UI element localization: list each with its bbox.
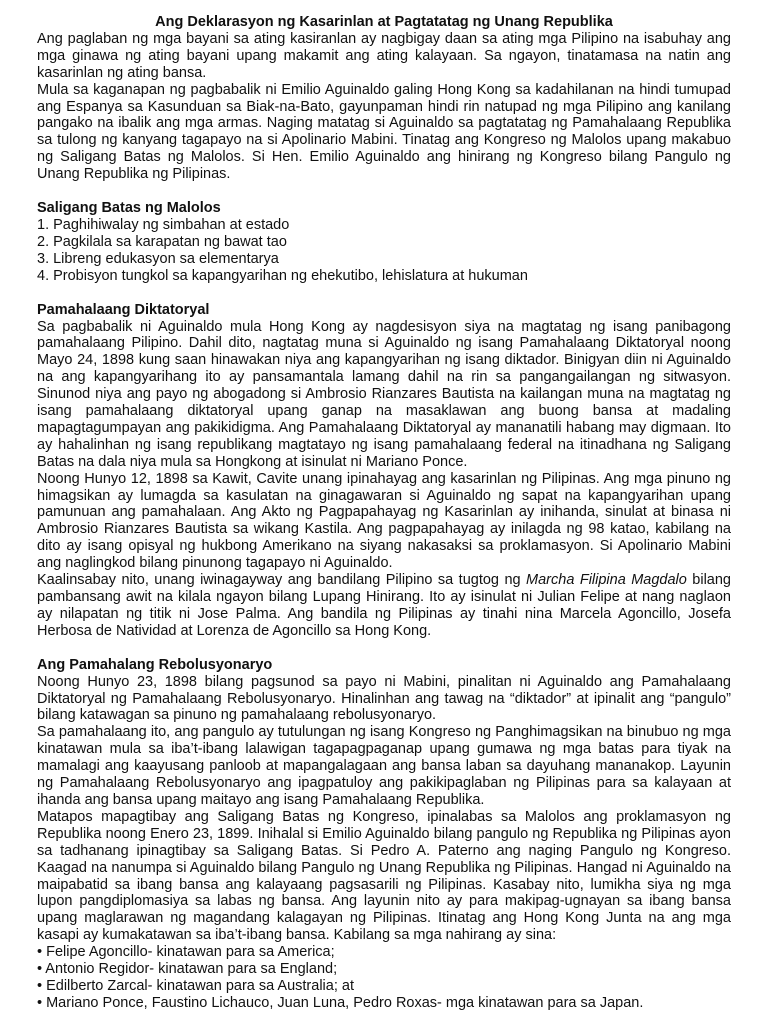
malolos-heading: Saligang Batas ng Malolos (37, 200, 221, 217)
anthem-title: Marcha Filipina Magdalo (526, 572, 687, 589)
list-item: 2. Pagkilala sa karapatan ng bawat tao (37, 233, 287, 250)
malolos-list (37, 217, 731, 285)
envoy-list (37, 944, 731, 1012)
intro-paragraph-1: Ang paglaban ng mga bayani sa ating kasiranlan ay nagbigay daan sa ating mga Pilipino na isabuhay ang mga ginawa ng ating bayani upang makamit ang ating kalayaan. Sa ngayon, tinatamasa na natin ang kasarinlan ng ating bansa. (37, 30, 731, 81)
list-item: • Edilberto Zarcal- kinatawan para sa Australia; at (37, 977, 354, 994)
diktatoryal-heading: Pamahalaang Diktatoryal (37, 301, 210, 318)
list-item: 4. Probisyon tungkol sa kapangyarihan ng ehekutibo, lehislatura at hukuman (37, 267, 528, 284)
rebolusyonaryo-paragraph-1: Noong Hunyo 23, 1898 bilang pagsunod sa payo ni Mabini, pinalitan ni Aguinaldo ang Pamahalaang Diktatoryal ng Pamahalaang Rebolusyonaryo. Hinalinhan ang tawag na “diktador” at ipinalit ang “pangulo” bilang katawagan sa pinuno ng pamahalaang rebolusyonaryo. (37, 673, 731, 724)
diktatoryal-paragraph-1: Sa pagbabalik ni Aguinaldo mula Hong Kong ay nagdesisyon siya na magtatag ng isang panibagong pamahalaang Pilipino. Dahil dito, nagtatag muna si Aguinaldo ng isang Pamahalaang Diktatoryal noong Mayo 24, 1898 kung saan hinawakan niya ang kapangyarihan ng isang diktador. Binigyan diin ni Aguinaldo na ang kapangyarihang ito ay pansamantala lamang dahil na rin sa pangangailangan ng sitwasyon. Sinunod niya ang payo ng abogadong si Ambrosio Rianzares Bautista na kailangan muna na magtatag ng isang pamahalaang diktatoryal upang ganap na masaklawan ang buong bansa at madaling mapagtagumpayan ang pakikidigma. Ang Pamahalaang Diktatoryal ay mananatili habang may digmaan. Ito ay hahalinhan ng isang republikang magtatayo ng isang pamahalaang federal na itinadhana ng Saligang Batas na dala niya mula sa Hongkong at isinulat ni Mariano Ponce. (37, 318, 731, 470)
list-item: • Felipe Agoncillo- kinatawan para sa America; (37, 944, 335, 961)
intro-paragraph-2: Mula sa kaganapan ng pagbabalik ni Emilio Aguinaldo galing Hong Kong sa kadahilanan na hindi tumupad ang Espanya sa Kasunduan sa Biak-na-Bato, gayunpaman hindi rin natupad ng mga Pilipino ang kanilang pangako na ibalik ang mga armas. Naging matatag si Aguinaldo sa pagtatatag ng Pamahalaang Republika sa tulong ng kanyang tagapayo na si Apolinario Mabini. Tinatag ang Kongreso ng Malolos upang makabuo ng Saligang Batas ng Malolos. Si Hen. Emilio Aguinaldo ang hinirang ng Kongreso bilang Pangulo ng Unang Republika ng Pilipinas. (37, 81, 731, 183)
rebolusyonaryo-paragraph-3: Matapos mapagtibay ang Saligang Batas ng Kongreso, ipinalabas sa Malolos ang proklamasyon ng Republika noong Enero 23, 1899. Inihalal si Emilio Aguinaldo bilang pangulo ng Republika ng Pilipinas ayon sa tadhanang ipinagtibay sa Saligang Batas. Si Pedro A. Paterno ang naging Pangulo ng Kongreso. Kaagad na nanumpa si Aguinaldo bilang Pangulo ng Unang Republika ng Pilipinas. Hangad ni Aguinaldo na maipabatid sa ibang bansa ang kalayaang pagsasarili ng Pilipinas. Kasabay nito, lumikha siya ng mga lupon pangdiplomasiya sa labas ng bansa. Ang layunin nito ay para makipag-ugnayan sa ibang bansa upang maglarawan ng magandang kalagayan ng Pilipinas. Itinatag ang Hong Kong Junta na ang mga kasapi ay kumakatawan sa iba’t-ibang bansa. Kabilang sa mga nahirang ay sina: (37, 808, 731, 944)
page-title: Ang Deklarasyon ng Kasarinlan at Pagtatatag ng Unang Republika (155, 14, 613, 30)
paragraph-text: bilang pambansang awit na kilala ngayon bilang Lupang Hinirang. Ito ay isinulat ni Julian Felipe at nang naglaon ay nilapatan ng titik ni Jose Palma. Ang bandila ng Pilipinas ay tinahi nina Marcela Agoncillo, Josefa Herbosa de Natividad at Lorenza de Agoncillo sa Hong Kong. (37, 572, 731, 639)
rebolusyonaryo-paragraph-2: Sa pamahalaang ito, ang pangulo ay tutulungan ng isang Kongreso ng Panghimagsikan na binubuo ng mga kinatawan mula sa iba’t-ibang lalawigan tagapagpaganap upang gumawa ng mga batas para tiyak na mamalagi ang kaayusang panloob at mapangalagaan ang bansa laban sa dayuhang mananakop. Layunin ng Pamahalaang Rebolusyonaryo ang ipagpatuloy ang pakikipaglaban ng Pilipinas para sa kalayaan at ihanda ang bansa upang maitayo ang isang Pamahalaang Republika. (37, 724, 731, 808)
list-item: • Mariano Ponce, Faustino Lichauco, Juan Luna, Pedro Roxas- mga kinatawan para sa Japan. (37, 994, 644, 1011)
list-item: 3. Libreng edukasyon sa elementarya (37, 250, 279, 267)
diktatoryal-paragraph-3 (37, 572, 731, 640)
diktatoryal-paragraph-2: Noong Hunyo 12, 1898 sa Kawit, Cavite unang ipinahayag ang kasarinlan ng Pilipinas. Ang mga pinuno ng himagsikan ay lumagda sa kasulatan na ginagawaran si Aguinaldo ng sapat na kapangyarihan upang pamunuan ang pamahalaan. Ang Akto ng Pagpapahayag ng Kasarinlan ay inihanda, sinulat at binasa ni Ambrosio Rianzares Bautista sa wikang Kastila. Ang pagpapahayag ay inilagda ng 98 katao, kabilang na dito ay isang opisyal ng hukbong Amerikano na siyang nakasaksi sa proklamasyon. Si Apolinario Mabini ang naglingkod bilang pinunong tagapayo ni Aguinaldo. (37, 470, 731, 572)
rebolusyonaryo-heading: Ang Pamahalang Rebolusyonaryo (37, 656, 273, 673)
list-item: • Antonio Regidor- kinatawan para sa England; (37, 961, 338, 978)
list-item: 1. Paghihiwalay ng simbahan at estado (37, 216, 290, 233)
paragraph-text: Kaalinsabay nito, unang iwinagayway ang bandilang Pilipino sa tugtog ng (37, 572, 527, 589)
